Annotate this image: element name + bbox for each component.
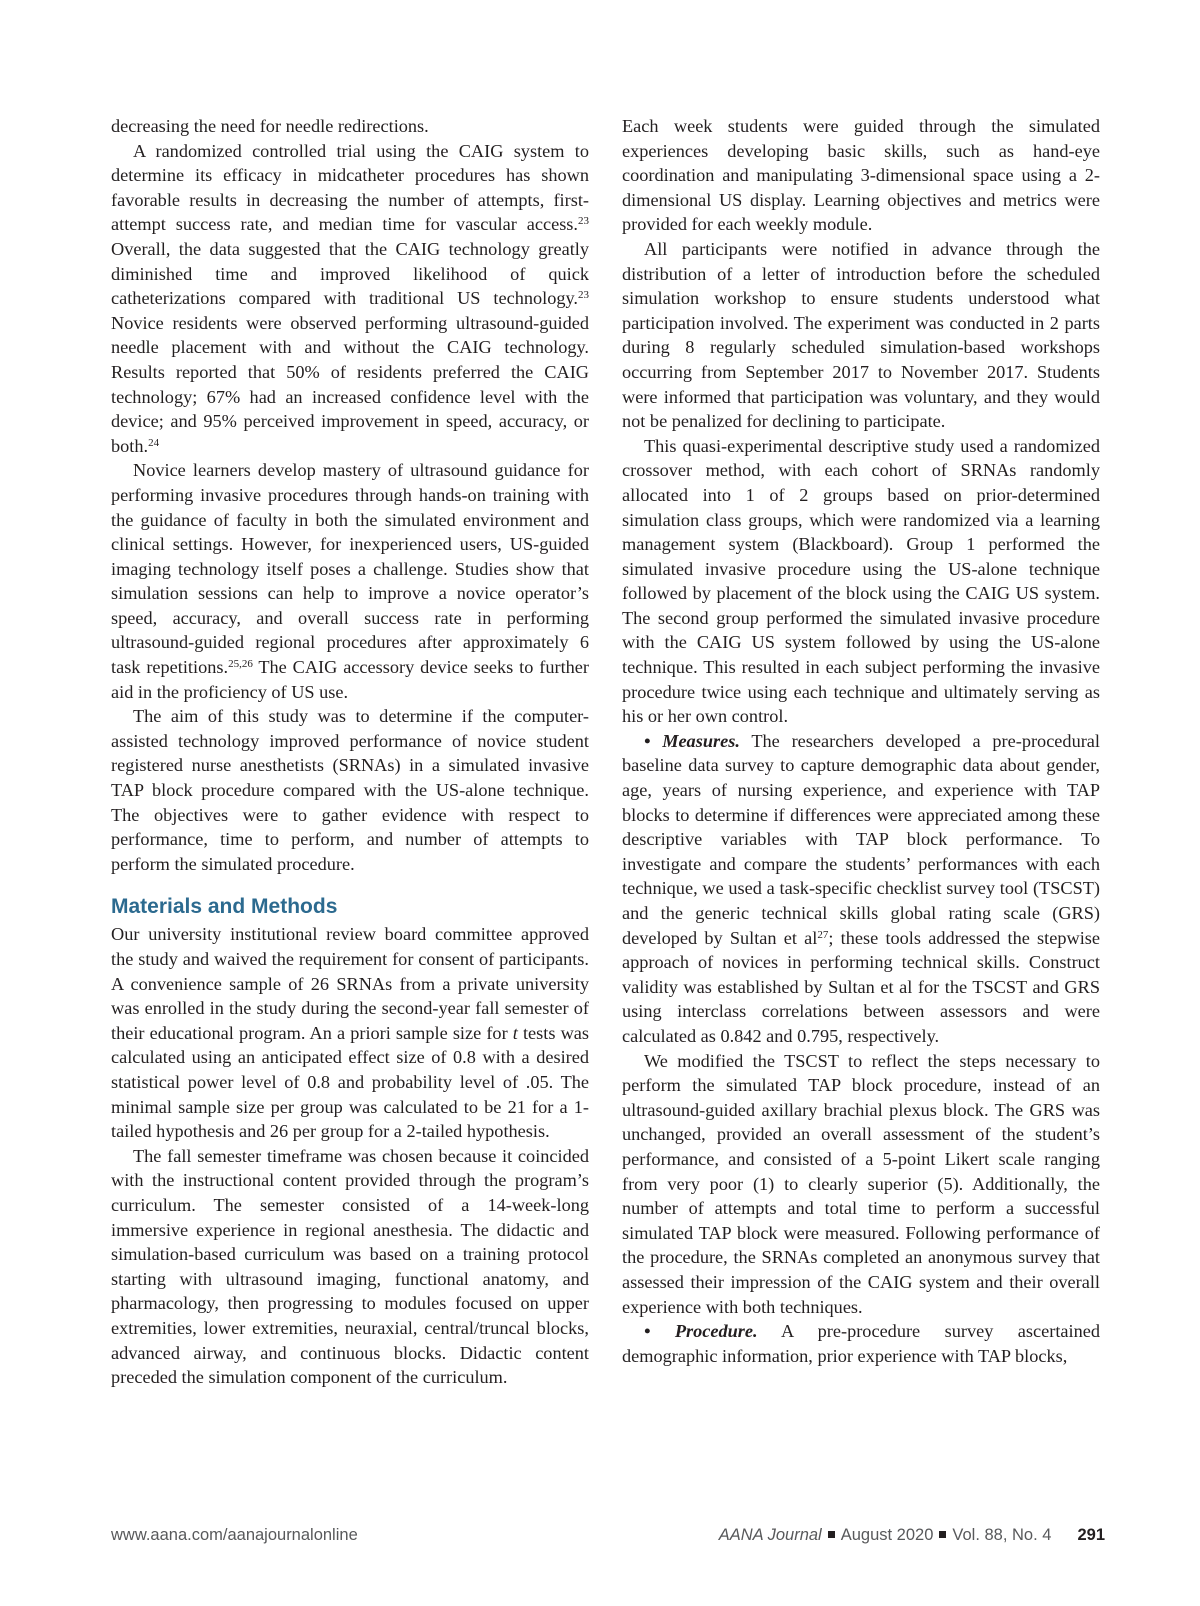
journal-name: AANA Journal (718, 1526, 822, 1544)
text-run: ; these tools addressed the stepwise approach of novices in performing technical skills. Construct validity was established by Sultan et al for the TSCST and GRS using interclass correlations between assessors and were calculated as 0.842 and 0.795, respectively. (622, 927, 1101, 1046)
paragraph: We modified the TSCST to reflect the steps necessary to perform the simulated TAP block procedure, instead of an ultrasound-guided axillary brachial plexus block. The GRS was unchanged, provided an overall assessment of the student’s performance, and consisted of a 5-point Likert scale ranging from very poor (1) to clearly superior (5). Additionally, the number of attempts and total time to perform a successful simulated TAP block were measured. Following performance of the procedure, the SRNAs completed an anonymous survey that assessed their impression of the CAIG system and their overall experience with both techniques. (622, 1050, 1100, 1317)
text-run: Overall, the data suggested that the CAIG technology greatly diminished time and improved likelihood of quick catheterizations compared with traditional US technology. (111, 238, 589, 309)
italic-t: t (512, 1022, 518, 1043)
reference-superscript: 27 (817, 928, 829, 941)
text-run: Novice learners develop mastery of ultrasound guidance for performing invasive procedures through hands-on training with the guidance of faculty in both the simulated environment and clinical settings. However, for inexperienced users, US-guided imaging technology itself poses a challenge. Studies show that simulation sessions can help to improve a novice operator’s speed, accuracy, and overall success rate in performing ultrasound-guided regional procedures after approximately 6 task repetitions. (111, 460, 589, 678)
text-run: A pre-procedure survey ascertained demographic information, prior experience with TAP blocks, (622, 1321, 1100, 1366)
reference-superscript: 23 (578, 289, 589, 302)
paragraph: The aim of this study was to determine if the computer-assisted technology improved performance of novice student registered nurse anesthetists (SRNAs) in a simulated invasive TAP block procedure compared with the US-alone technique. The objectives were to gather evidence with respect to performance, time to perform, and number of attempts to perform the simulated procedure. (111, 706, 589, 874)
journal-url[interactable]: www.aana.com/aanajournalonline (111, 1526, 358, 1544)
paragraph: Each week students were guided through the simulated experiences developing basic skills, such as hand-eye coordination and manipulating 3-dimensional space using a 2-dimensional US display. Learning objectives and metrics were provided for each weekly module. (622, 116, 1100, 235)
text-run: Novice residents were observed performing ultrasound-guided needle placement with and without the CAIG technology. Results reported that 50% of residents preferred the CAIG technology; 67% had an increased confidence level with the device; and 95% perceived improvement in speed, accuracy, or both. (111, 312, 589, 456)
reference-superscript: 23 (578, 215, 589, 228)
text-run: tests was calculated using an anticipated effect size of 0.8 with a desired statistical power level of 0.8 and probability level of .05. The minimal sample size per group was calculated to be 21 for a 1-tailed hypothesis and 26 per group for a 2-tailed hypothesis. (111, 1022, 589, 1142)
page-footer (111, 1526, 1105, 1550)
measures-runin-heading: • Measures. (644, 730, 740, 751)
text-run: The CAIG accessory device seeks to further aid in the proficiency of US use. (111, 657, 589, 702)
text-run: A randomized controlled trial using the CAIG system to determine its efficacy in midcatheter procedures has shown favorable results in decreasing the number of attempts, first-attempt success rate, and median time for vascular access. (111, 140, 589, 235)
issue-date: August 2020 (840, 1526, 934, 1544)
reference-superscript: 25,26 (228, 658, 253, 671)
section-heading: Materials and Methods (111, 895, 338, 919)
paragraph (622, 1319, 1100, 1368)
volume-number: Vol. 88, No. 4 (952, 1526, 1052, 1544)
text-run: The researchers developed a pre-procedural baseline data survey to capture demographic data about gender, age, years of nursing experience, and experience with TAP blocks to determine if differences were appreciated among these descriptive variables with TAP block performance. To investigate and compare the students’ performances with each technique, we used a task-specific checklist survey tool (TSCST) and the generic technical skills global rating scale (GRS) developed by Sultan et al (622, 730, 1100, 948)
paragraph: The fall semester timeframe was chosen because it coincided with the instructional content provided through the program’s curriculum. The semester consisted of a 14-week-long immersive experience in regional anesthesia. The didactic and simulation-based curriculum was based on a training protocol starting with ultrasound imaging, functional anatomy, and pharmacology, then progressing to modules focused on upper extremities, lower extremities, neuraxial, central/truncal blocks, advanced airway, and continuous blocks. Didactic content preceded the simulation component of the curriculum. (111, 1145, 589, 1388)
paragraph: This quasi-experimental descriptive study used a randomized crossover method, with each cohort of SRNAs randomly allocated into 1 of 2 groups based on prior-determined simulation class groups, which were randomized via a learning management system (Blackboard). Group 1 performed the simulated invasive procedure using the US-alone technique followed by placement of the block using the CAIG US system. The second group performed the simulated invasive procedure with the CAIG US system followed by using the US-alone technique. This resulted in each subject performing the invasive procedure twice using each technique and ultimately serving as his or her own control. (622, 435, 1100, 727)
square-separator-icon (939, 1531, 946, 1538)
text-run: Our university institutional review board committee approved the study and waived the requirement for consent of participants. A convenience sample of 26 SRNAs from a private university was enrolled in the study during the second-year fall semester of their educational program. An a priori sample size for (111, 924, 589, 1043)
paragraph (111, 922, 589, 1143)
page-number: 291 (1077, 1526, 1105, 1544)
paragraph (111, 139, 589, 459)
paragraph (111, 458, 589, 704)
citation-line (719, 1526, 1105, 1545)
right-column (622, 114, 1100, 1368)
procedure-runin-heading: • Procedure. (644, 1321, 758, 1342)
paragraph (622, 729, 1100, 1049)
left-column (111, 114, 589, 1390)
paragraph: All participants were notified in advance through the distribution of a letter of introduction before the scheduled simulation workshop to ensure students understood what participation involved. The experiment was conducted in 2 parts during 8 regularly scheduled simulation-based workshops occurring from September 2017 to November 2017. Students were informed that participation was voluntary, and they would not be penalized for declining to participate. (622, 238, 1100, 432)
reference-superscript: 24 (148, 436, 160, 449)
square-separator-icon (828, 1531, 835, 1538)
paragraph: decreasing the need for needle redirections. (111, 116, 429, 136)
